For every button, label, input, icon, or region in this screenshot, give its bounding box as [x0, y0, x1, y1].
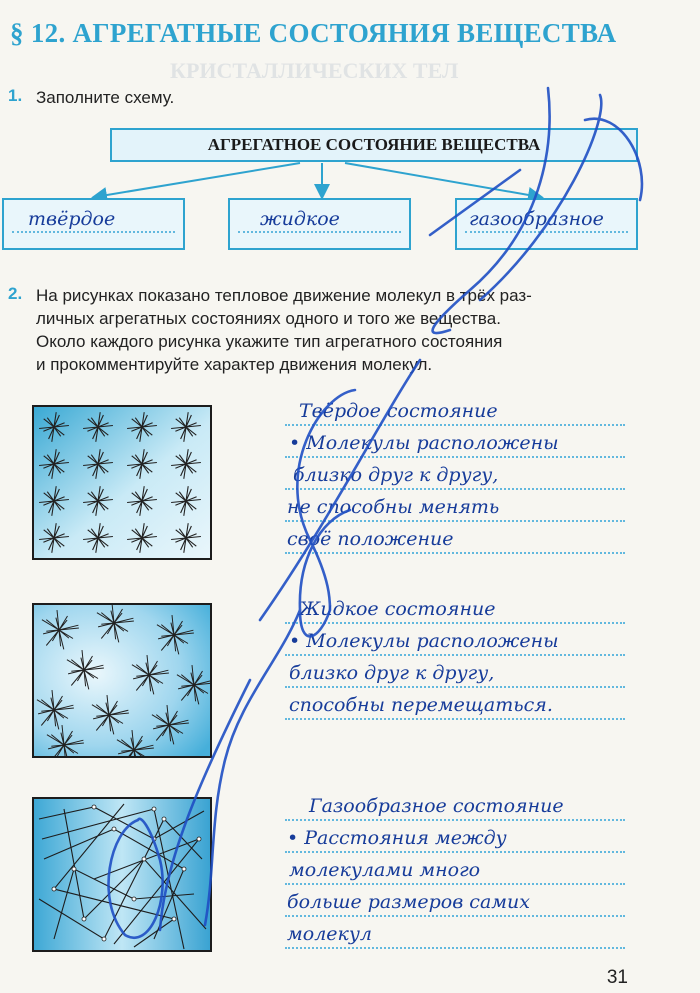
scheme-box-solid[interactable]: [2, 198, 185, 250]
answer-line: своё положение: [287, 528, 454, 550]
task-2-line: и прокомментируйте характер движения молекул.: [36, 355, 433, 374]
page-number: 31: [606, 967, 628, 988]
scheme-box-liquid[interactable]: [228, 198, 411, 250]
arrow-to-solid: [95, 163, 300, 197]
liquid-molecules-picture: [32, 603, 212, 758]
task-1-instruction: Заполните схему.: [36, 88, 175, 107]
answer-line: больше размеров самих: [287, 891, 530, 913]
task-2-number: 2.: [8, 284, 23, 303]
answer-lines-gas: [285, 795, 625, 960]
answer-line: Жидкое состояние: [299, 598, 496, 620]
page-title: § 12. АГРЕГАТНЫЕ СОСТОЯНИЯ ВЕЩЕСТВА: [10, 18, 617, 48]
answer-line: близко друг к другу,: [293, 464, 499, 486]
answer-line: способны перемещаться.: [289, 694, 553, 716]
showthrough-text: КРИСТАЛЛИЧЕСКИХ ТЕЛ: [170, 58, 459, 83]
answer-line: Твёрдое состояние: [299, 400, 498, 422]
answer-lines-liquid: [285, 598, 625, 738]
answer-line: • Молекулы расположены: [289, 432, 559, 454]
answer-liquid: жидкое: [260, 208, 340, 230]
task-1-number: 1.: [8, 86, 23, 105]
gas-molecules-picture: [32, 797, 212, 952]
answer-line: молекулами много: [289, 859, 481, 881]
task-2-text: [36, 284, 646, 376]
answer-line: молекул: [287, 923, 372, 945]
task-2-line: Около каждого рисунка укажите тип агрегатного состояния: [36, 332, 503, 351]
task-2-line: личных агрегатных состояниях одного и того же вещества.: [36, 309, 501, 328]
answer-solid: твёрдое: [28, 208, 116, 230]
answer-line: близко друг к другу,: [289, 662, 495, 684]
answer-gas: газообразное: [469, 208, 604, 230]
scheme-box-gas[interactable]: [455, 198, 638, 250]
scheme-title-box: АГРЕГАТНОЕ СОСТОЯНИЕ ВЕЩЕСТВА: [110, 128, 638, 162]
arrow-to-gas: [345, 163, 540, 197]
answer-line: Газообразное состояние: [309, 795, 564, 817]
answer-line: • Расстояния между: [287, 827, 507, 849]
answer-line: не способны менять: [287, 496, 500, 518]
answer-line: • Молекулы расположены: [289, 630, 559, 652]
solid-molecules-picture: [32, 405, 212, 560]
answer-lines-solid: [285, 400, 625, 570]
task-2-line: На рисунках показано тепловое движение молекул в трёх раз-: [36, 286, 532, 305]
